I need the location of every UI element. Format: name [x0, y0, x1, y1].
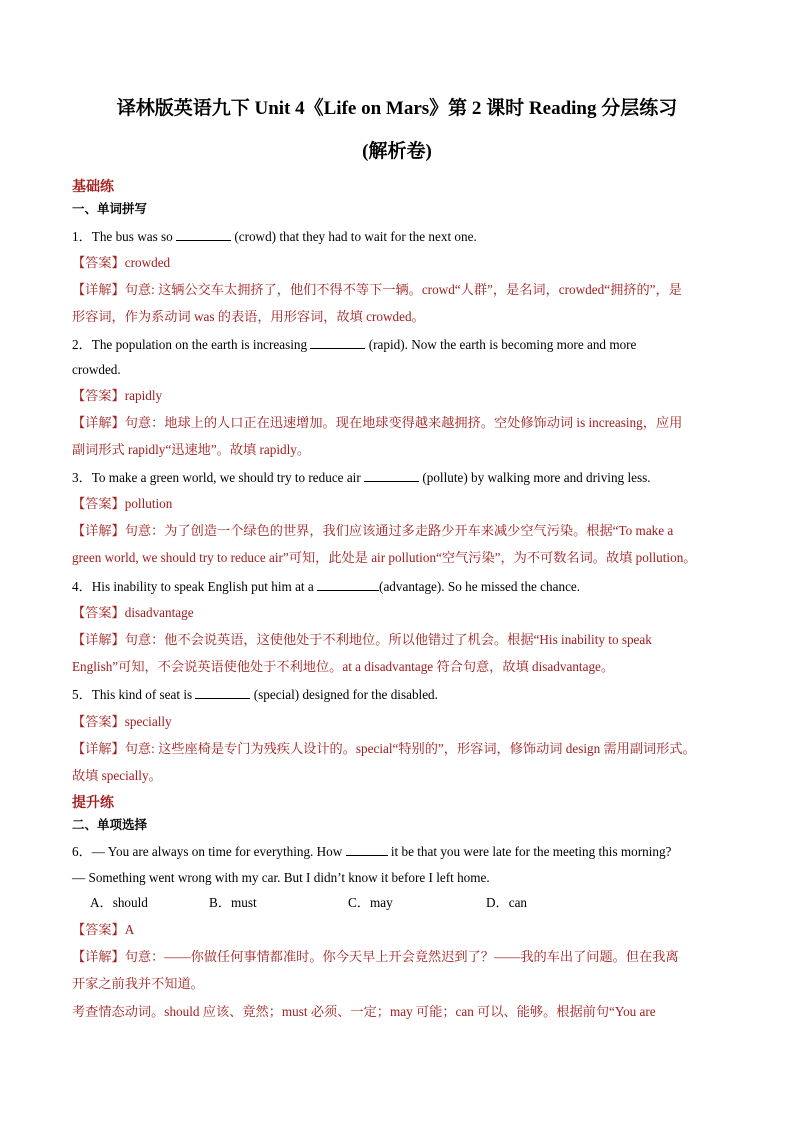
explanation-5-line-2: 故填 specially。: [72, 768, 162, 783]
subsection-spelling-heading: 一、单词拼写: [72, 202, 148, 216]
explanation-4-line-2: English”可知，不会说英语使他处于不利地位。at a disadvantage 符合句意，故填 disadvantage。: [72, 659, 615, 674]
explanation-1-line-2: 形容词，作为系动词 was 的表语，用形容词，故填 crowded。: [72, 309, 425, 324]
question-text: 3．To make a green world, we should try to reduce air: [72, 470, 365, 485]
explanation-2-line-2: 副词形式 rapidly“迅速地”。故填 rapidly。: [72, 442, 311, 457]
question-6: [72, 843, 671, 860]
explanation-6-line-3: 考查情态动词。should 应该、竟然；must 必须、一定；may 可能；can 可以、能够。根据前句“You are: [72, 1004, 656, 1019]
answer-blank: [176, 228, 231, 241]
explanation-2-line-1: 【详解】句意：地球上的人口正在迅速增加。现在地球变得越来越拥挤。空处修饰动词 is increasing，应用: [72, 415, 683, 430]
option-b: B．must: [209, 895, 257, 910]
question-2-line-2: crowded.: [72, 362, 121, 377]
explanation-6-line-1: 【详解】句意：——你做任何事情都准时。你今天早上开会竟然迟到了？——我的车出了问题。但在我离: [72, 949, 679, 964]
answer-1: 【答案】crowded: [72, 255, 171, 270]
answer-4: 【答案】disadvantage: [72, 605, 194, 620]
question-text: it be that you were late for the meeting this morning?: [387, 844, 672, 859]
question-1: [72, 228, 477, 245]
question-3: [72, 469, 651, 486]
question-text: 4．His inability to speak English put him at a: [72, 579, 318, 594]
explanation-3-line-1: 【详解】句意：为了创造一个绿色的世界，我们应该通过多走路少开车来减少空气污染。根据“To make a: [72, 523, 674, 538]
answer-3: 【答案】pollution: [72, 496, 173, 511]
option-c: C．may: [348, 895, 393, 910]
explanation-5-line-1: 【详解】句意: 这些座椅是专门为残疾人设计的。special“特别的”，形容词，修饰动词 design 需用副词形式。: [72, 741, 696, 756]
document-title: 译林版英语九下 Unit 4《Life on Mars》第 2 课时 Reading 分层练习: [116, 98, 678, 119]
subsection-choice-heading: 二、单项选择: [72, 818, 148, 832]
explanation-6-line-2: 开家之前我并不知道。: [72, 976, 204, 991]
answer-blank: [310, 336, 365, 349]
question-text: (advantage). So he missed the chance.: [379, 579, 581, 594]
question-text: 1．The bus was so: [72, 229, 177, 244]
answer-blank: [346, 843, 388, 856]
answer-2: 【答案】rapidly: [72, 388, 163, 403]
answer-blank: [195, 686, 250, 699]
explanation-1-line-1: 【详解】句意: 这辆公交车太拥挤了，他们不得不等下一辆。crowd“人群”，是名词，crowded“拥挤的”，是: [72, 282, 682, 297]
answer-5: 【答案】specially: [72, 714, 172, 729]
section-advanced-heading: 提升练: [72, 796, 114, 811]
option-a: A．should: [90, 895, 148, 910]
question-5: [72, 686, 438, 703]
question-text: (crowd) that they had to wait for the next one.: [231, 229, 477, 244]
answer-blank: [317, 578, 379, 591]
section-basic-heading: 基础练: [72, 180, 114, 195]
question-text: 6．— You are always on time for everything. How: [72, 844, 346, 859]
question-2: [72, 336, 636, 353]
explanation-4-line-1: 【详解】句意：他不会说英语，这使他处于不利地位。所以他错过了机会。根据“His inability to speak: [72, 632, 652, 647]
question-text: 2．The population on the earth is increasing: [72, 337, 311, 352]
question-text: 5．This kind of seat is: [72, 687, 196, 702]
answer-blank: [364, 469, 419, 482]
answer-6: 【答案】A: [72, 922, 135, 937]
document-subtitle: (解析卷): [362, 141, 432, 162]
option-d: D．can: [486, 895, 528, 910]
question-6-line-2: — Something went wrong with my car. But I didn’t know it before I left home.: [72, 870, 490, 885]
explanation-3-line-2: green world, we should try to reduce air”可知，此处是 air pollution“空气污染”，为不可数名词。故填 pollution。: [72, 550, 697, 565]
question-text: (special) designed for the disabled.: [250, 687, 438, 702]
question-4: [72, 578, 580, 595]
question-text: (rapid). Now the earth is becoming more and more: [365, 337, 637, 352]
question-text: (pollute) by walking more and driving less.: [419, 470, 651, 485]
